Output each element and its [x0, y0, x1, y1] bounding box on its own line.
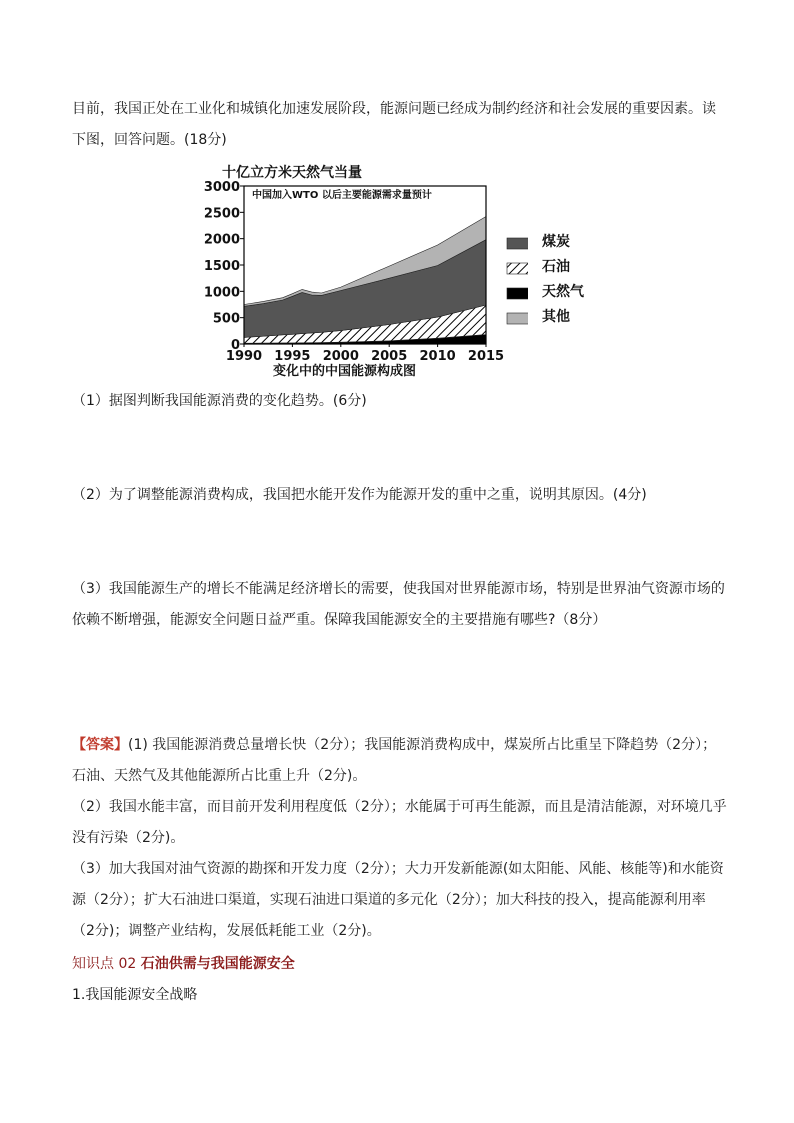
question-2: （2）为了调整能源消费构成，我国把水能开发作为能源开发的重中之重，说明其原因。(4分)	[72, 487, 647, 503]
question-1: （1）据图判断我国能源消费的变化趋势。(6分)	[72, 393, 367, 409]
y-tick-label: 0	[230, 338, 240, 353]
chart-areas	[244, 217, 486, 345]
answer-3-line-2: 源（2分）；扩大石油进口渠道，实现石油进口渠道的多元化（2分）；加大科技的投入，提高能源利用率	[72, 892, 706, 908]
legend-swatch	[507, 313, 528, 324]
knowledge-title: 石油供需与我国能源安全	[140, 956, 295, 972]
answer-3-line-3: （2分)；调整产业结构，发展低耗能工业（2分)。	[72, 923, 381, 939]
answer-tag: 【答案】	[72, 737, 128, 753]
chart-legend	[507, 238, 528, 324]
energy-chart	[198, 160, 528, 382]
question-3-line-2: 依赖不断增强，能源安全问题日益严重。保障我国能源安全的主要措施有哪些?（8分）	[72, 612, 607, 628]
knowledge-heading	[72, 949, 732, 980]
answer-1-line-2: 石油、天然气及其他能源所占比重上升（2分)。	[72, 768, 367, 784]
x-tick-label: 2015	[467, 349, 505, 364]
legend-label: 石油	[542, 259, 570, 275]
answer-3-line-1: （3）加大我国对油气资源的勘探和开发力度（2分）；大力开发新能源(如太阳能、风能、核能等)和水能资	[72, 861, 724, 877]
legend-label: 其他	[542, 309, 570, 325]
y-tick-label: 3000	[203, 180, 240, 195]
x-tick-label: 2005	[371, 349, 408, 364]
chart-unit-label: 十亿立方米天然气当量	[222, 165, 362, 181]
y-tick-label: 2000	[203, 232, 240, 248]
question-3-line-1: （3）我国能源生产的增长不能满足经济增长的需要，使我国对世界能源市场，特别是世界油气资源市场的	[72, 581, 725, 597]
answer-1-text: (1) 我国能源消费总量增长快（2分）；我国能源消费构成中，煤炭所占比重呈下降趋势（2分）；	[128, 737, 717, 753]
x-tick-label: 1990	[225, 349, 263, 364]
legend-swatch	[507, 288, 528, 299]
y-tick-label: 2500	[203, 206, 240, 222]
legend-swatch	[507, 238, 528, 249]
x-tick-label: 1995	[274, 349, 311, 364]
answer-2-line-2: 没有污染（2分)。	[72, 830, 185, 846]
answer-1-line-1	[72, 730, 732, 761]
intro-line-1: 目前，我国正处在工业化和城镇化加速发展阶段，能源问题已经成为制约经济和社会发展的重要因素。读	[72, 101, 716, 117]
chart-caption: 变化中的中国能源构成图	[273, 364, 417, 379]
x-tick-label: 2000	[322, 349, 359, 364]
legend-label: 天然气	[542, 284, 584, 300]
y-tick-label: 1000	[203, 285, 240, 301]
intro-line-2: 下图，回答问题。(18分)	[72, 132, 227, 148]
legend-label: 煤炭	[542, 234, 570, 250]
y-tick-label: 500	[212, 311, 240, 327]
x-tick-label: 2010	[419, 349, 456, 364]
legend-swatch	[507, 263, 528, 274]
knowledge-prefix: 知识点 02	[72, 956, 137, 972]
chart-inner-title: 中国加入WTO 以后主要能源需求量预计	[252, 190, 432, 201]
y-tick-label: 1500	[203, 259, 240, 274]
answer-2-line-1: （2）我国水能丰富，而目前开发利用程度低（2分）；水能属于可再生能源，而且是清洁能源，对环境几乎	[72, 799, 727, 815]
knowledge-sub: 1.我国能源安全战略	[72, 987, 198, 1003]
